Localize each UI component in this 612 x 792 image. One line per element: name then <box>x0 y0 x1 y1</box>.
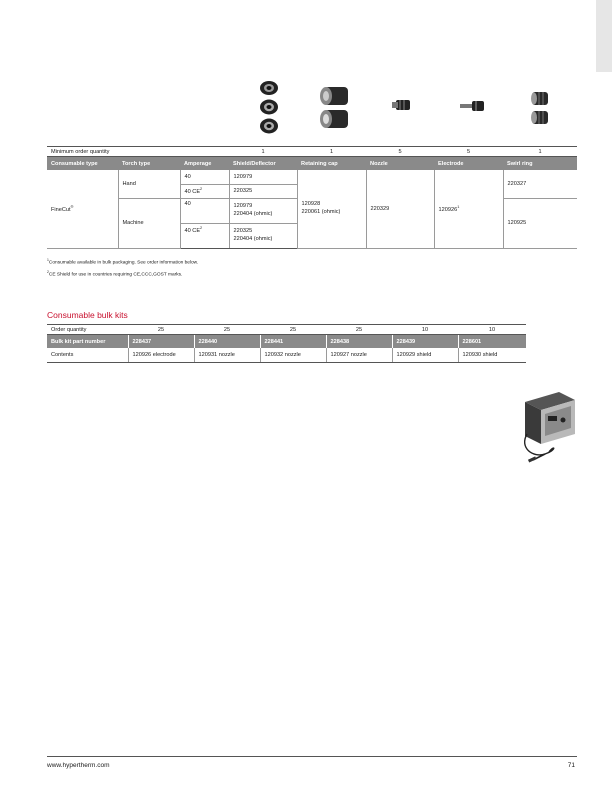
consumables-table <box>47 146 577 249</box>
order-quantity: 25 <box>326 325 392 335</box>
column-header: Amperage <box>180 157 229 171</box>
electrode-cell: 120926$^1$ <box>434 170 503 248</box>
part-number-row <box>47 335 526 349</box>
order-quantity: 25 <box>128 325 194 335</box>
contents-cell: 120927 nozzle <box>326 348 392 363</box>
footer-divider <box>47 756 577 757</box>
nozzle-cell: 220329 <box>366 170 434 248</box>
bulk-kits-title: Consumable bulk kits <box>47 310 128 320</box>
table-row <box>47 170 577 184</box>
order-quantity: 10 <box>392 325 458 335</box>
torch-type-hand: Hand <box>118 170 180 198</box>
min-order-qty: 1 <box>229 147 297 157</box>
column-header: Nozzle <box>366 157 434 171</box>
min-order-label: Minimum order quantity <box>47 147 229 157</box>
electrode-image <box>458 99 488 113</box>
column-header: Shield/Deflector <box>229 157 297 171</box>
footnote: $^2$CE Shield for use in countries requiring CE,CCC,GOST marks. <box>47 269 183 278</box>
part-number-label: Bulk kit part number <box>47 335 128 349</box>
order-quantity: 25 <box>260 325 326 335</box>
contents-cell: 120930 shield <box>458 348 526 363</box>
contents-cell: 120932 nozzle <box>260 348 326 363</box>
shield-cell: 220325 <box>229 184 297 198</box>
column-header: Torch type <box>118 157 180 171</box>
consumable-type-cell: FineCut® <box>47 170 118 248</box>
amperage-cell: 40 <box>180 198 229 223</box>
contents-cell: 120926 electrode <box>128 348 194 363</box>
min-order-qty: 1 <box>503 147 577 157</box>
min-order-qty: 1 <box>297 147 366 157</box>
plasma-cutter-image <box>515 388 579 469</box>
swirl-ring-image <box>528 90 552 128</box>
column-header: Electrode <box>434 157 503 171</box>
footnote: $^1$Consumable available in bulk packaging. See order information below. <box>47 258 199 266</box>
page-edge-tab <box>596 0 612 72</box>
torch-type-machine: Machine <box>118 198 180 248</box>
column-header: Retaining cap <box>297 157 366 171</box>
shield-deflector-image <box>257 80 281 136</box>
header-row <box>47 157 577 171</box>
shield-cell: 120979 220404 (ohmic) <box>229 198 297 223</box>
part-number: 228601 <box>458 335 526 349</box>
part-number: 228441 <box>260 335 326 349</box>
amperage-cell: 40 $CE^2$ <box>180 184 229 198</box>
amperage-cell: 40 $CE^2$ <box>180 223 229 248</box>
contents-cell: 120931 nozzle <box>194 348 260 363</box>
page-number: 71 <box>567 762 575 769</box>
retaining-cap-cell: 120928 220061 (ohmic) <box>297 170 366 248</box>
order-quantity: 10 <box>458 325 526 335</box>
shield-cell: 120979 <box>229 170 297 184</box>
footer-url[interactable]: www.hypertherm.com <box>47 762 110 769</box>
amperage-cell: 40 <box>180 170 229 184</box>
part-number: 228438 <box>326 335 392 349</box>
contents-row <box>47 348 526 363</box>
part-number: 228437 <box>128 335 194 349</box>
min-order-qty: 5 <box>366 147 434 157</box>
swirl-ring-machine-cell: 120925 <box>503 198 577 248</box>
swirl-ring-hand-cell: 220327 <box>503 170 577 198</box>
part-number: 228440 <box>194 335 260 349</box>
min-order-qty: 5 <box>434 147 503 157</box>
shield-cell: 220325 220404 (ohmic) <box>229 223 297 248</box>
column-header: Swirl ring <box>503 157 577 171</box>
order-quantity: 25 <box>194 325 260 335</box>
contents-cell: 120929 shield <box>392 348 458 363</box>
column-header: Consumable type <box>47 157 118 171</box>
order-quantity-label: Order quantity <box>47 325 128 335</box>
nozzle-image <box>390 98 412 112</box>
footnotes <box>47 256 198 279</box>
min-order-row <box>47 147 577 157</box>
contents-label: Contents <box>47 348 128 363</box>
bulk-kits-table <box>47 324 526 363</box>
order-quantity-row <box>47 325 526 335</box>
retaining-cap-image <box>318 84 352 132</box>
part-number: 228439 <box>392 335 458 349</box>
